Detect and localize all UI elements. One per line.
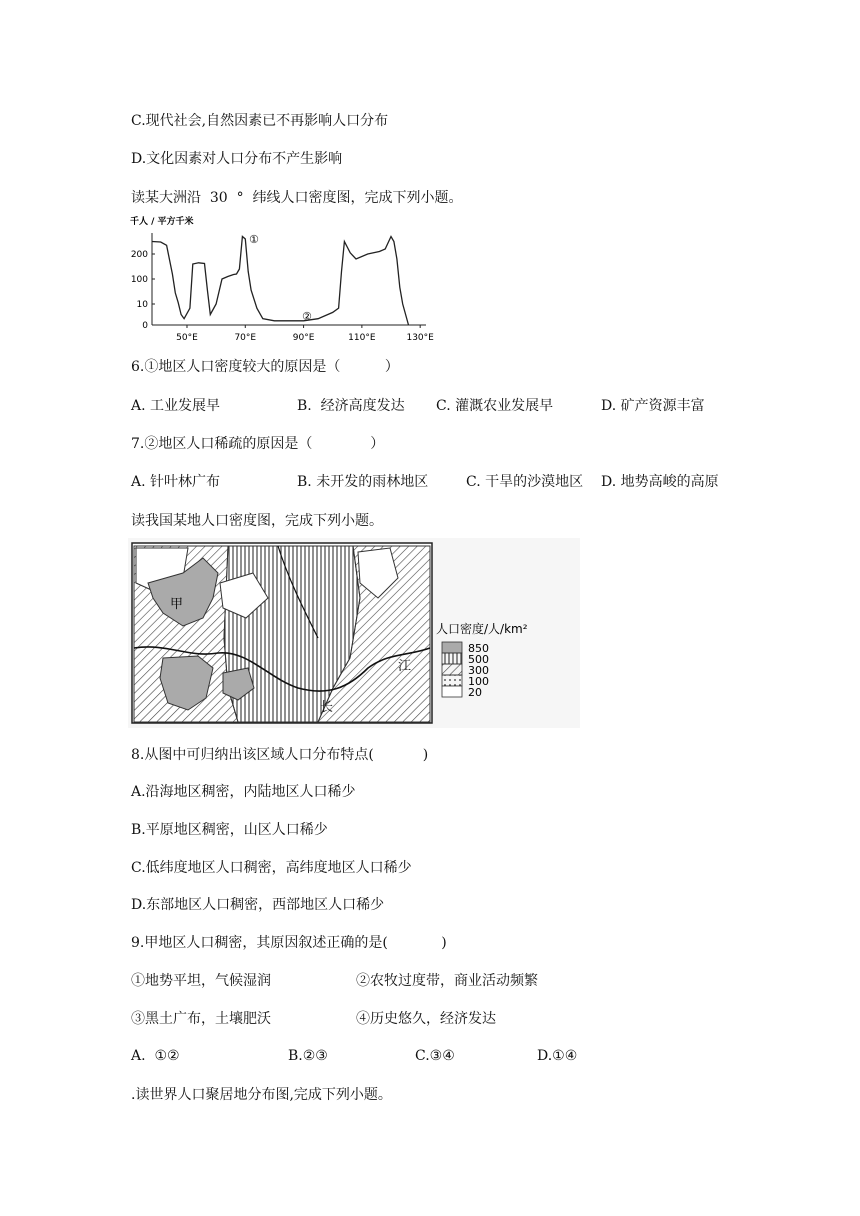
legend-label-300: 300: [468, 664, 489, 677]
q9-statement-1: ①地势平坦，气候湿润: [131, 973, 271, 989]
x-tick-label: 70°E: [234, 333, 257, 343]
x-tick-label: 110°E: [348, 333, 376, 343]
density-series-line: [152, 237, 409, 326]
y-tick-label: 10: [136, 300, 148, 310]
q8-option-d[interactable]: D.东部地区人口稠密，西部地区人口稀少: [131, 897, 385, 913]
legend-title: 人口密度/人/km²: [436, 622, 528, 636]
legend-swatch-850: [442, 642, 462, 653]
annotation-1: ①: [249, 233, 259, 246]
q6-option-a[interactable]: A. 工业发展早: [131, 398, 221, 414]
q8-option-c[interactable]: C.低纬度地区人口稠密，高纬度地区人口稀少: [131, 860, 412, 876]
q8-option-a[interactable]: A.沿海地区稠密，内陆地区人口稀少: [131, 784, 356, 800]
q9-option-b[interactable]: B.②③: [288, 1048, 328, 1064]
legend-swatch-500: [442, 653, 462, 664]
q9-option-a[interactable]: A. ①②: [131, 1048, 180, 1064]
q9-statement-3: ③黑土广布，土壤肥沃: [131, 1011, 271, 1027]
x-tick-label: 90°E: [292, 333, 315, 343]
q6-option-c[interactable]: C. 灌溉农业发展早: [436, 398, 554, 414]
option-c-line: C.现代社会,自然因素已不再影响人口分布: [131, 113, 389, 129]
x-tick-label: 50°E: [176, 333, 198, 343]
legend-label-500: 500: [468, 653, 489, 666]
legend-swatch-20: [442, 686, 462, 697]
question-7: 7.②地区人口稀疏的原因是（ ）: [131, 436, 385, 452]
population-density-chart: [128, 212, 440, 345]
q9-statement-2: ②农牧过度带，商业活动频繁: [356, 973, 538, 989]
q7-option-d[interactable]: D. 地势高峻的高原: [601, 474, 719, 490]
y-tick-label: 0: [142, 321, 148, 331]
q9-option-c[interactable]: C.③④: [415, 1048, 455, 1064]
population-density-map: [128, 538, 580, 728]
q7-option-c[interactable]: C. 干旱的沙漠地区: [466, 474, 584, 490]
q7-option-b[interactable]: B. 未开发的雨林地区: [297, 474, 429, 490]
q9-option-d[interactable]: D.①④: [537, 1048, 578, 1064]
question-9: 9.甲地区人口稠密，其原因叙述正确的是( ): [131, 935, 447, 951]
annotation-2: ②: [302, 310, 312, 323]
label-jiang: 江: [398, 659, 412, 674]
legend-label-100: 100: [468, 675, 489, 688]
y-tick-label: 100: [130, 275, 148, 285]
q6-option-b[interactable]: B. 经济高度发达: [297, 398, 405, 414]
label-jia: 甲: [170, 597, 184, 612]
chart-intro: 读某大洲沿 30 ° 纬线人口密度图，完成下列小题。: [131, 190, 463, 206]
x-tick-label: 130°E: [406, 333, 434, 343]
legend-swatch-300: [442, 664, 462, 675]
q8-option-b[interactable]: B.平原地区稠密，山区人口稀少: [131, 822, 328, 838]
chart-ylabel: 千人 / 平方千米: [130, 217, 194, 227]
map-intro: 读我国某地人口密度图，完成下列小题。: [131, 513, 383, 529]
legend-swatch-100: [442, 675, 462, 686]
question-6: 6.①地区人口密度较大的原因是（ ）: [131, 359, 399, 375]
q9-statement-4: ④历史悠久，经济发达: [356, 1011, 496, 1027]
q7-option-a[interactable]: A. 针叶林广布: [131, 474, 221, 490]
label-chang: 长: [320, 700, 334, 715]
option-d-line: D.文化因素对人口分布不产生影响: [131, 151, 343, 167]
next-intro: .读世界人口聚居地分布图,完成下列小题。: [131, 1087, 392, 1103]
legend-label-850: 850: [468, 642, 489, 655]
q6-option-d[interactable]: D. 矿产资源丰富: [601, 398, 705, 414]
y-tick-label: 200: [130, 250, 148, 260]
legend-label-20: 20: [468, 686, 482, 699]
question-8: 8.从图中可归纳出该区域人口分布特点( ): [131, 747, 429, 763]
